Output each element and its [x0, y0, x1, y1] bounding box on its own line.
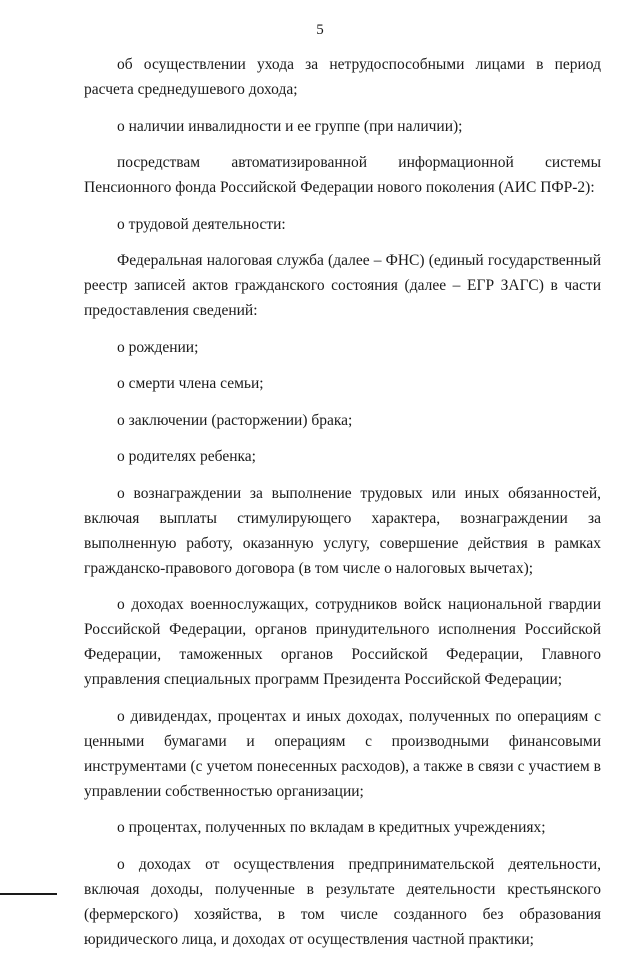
paragraph-labor-activity: о трудовой деятельности:: [117, 215, 286, 233]
footnote-rule: [0, 893, 57, 895]
paragraph-fns: Федеральная налоговая служба (далее – ФНС) (единый государственный реестр записей актов гражданского состояния (далее – ЕГР ЗАГС) в части предоставления сведений:: [84, 252, 601, 319]
paragraph-military-income: о доходах военнослужащих, сотрудников войск национальной гвардии Российской Федерации, органов принудительного исполнения Российской Федерации, таможенных органов Российской Федерации, Главного управления специальных программ Президента Российской Федерации;: [84, 596, 601, 688]
paragraph-remuneration: о вознаграждении за выполнение трудовых или иных обязанностей, включая выплаты стимулирующего характера, вознаграждении за выполненную работу, оказанную услугу, совершение действия в рамках гражданско-правового договора (в том числе о налоговых вычетах);: [84, 484, 601, 577]
paragraph-marriage: о заключении (расторжении) брака;: [117, 411, 353, 429]
paragraph-birth: о рождении;: [117, 338, 199, 356]
paragraph-deposit-interest: о процентах, полученных по вкладам в кредитных учреждениях;: [117, 819, 546, 836]
paragraph-dividends: о дивидендах, процентах и иных доходах, полученных по операциям с ценными бумагами и операциям с производными финансовыми инструментами (с учетом понесенных расходов), а также в связи с участием в управлении собственностью организации;: [84, 707, 601, 800]
paragraph-disability: о наличии инвалидности и ее группе (при наличии);: [117, 117, 463, 135]
paragraph-ais-pfr: посредствам автоматизированной информационной системы Пенсионного фонда Российской Федерации нового поколения (АИС ПФР-2):: [84, 154, 601, 196]
paragraph-care-of-disabled: об осуществлении ухода за нетрудоспособными лицами в период расчета среднедушевого дохода;: [84, 56, 601, 98]
paragraph-business-income: о доходах от осуществления предпринимательской деятельности, включая доходы, полученные в результате деятельности крестьянского (фермерского) хозяйства, в том числе созданного без образования юридического лица, и доходах от осуществления частной практики;: [84, 855, 601, 948]
page-number: 5: [316, 22, 324, 38]
document-body: [84, 52, 601, 963]
paragraph-parents: о родителях ребенка;: [117, 448, 256, 465]
paragraph-death: о смерти члена семьи;: [117, 375, 264, 392]
